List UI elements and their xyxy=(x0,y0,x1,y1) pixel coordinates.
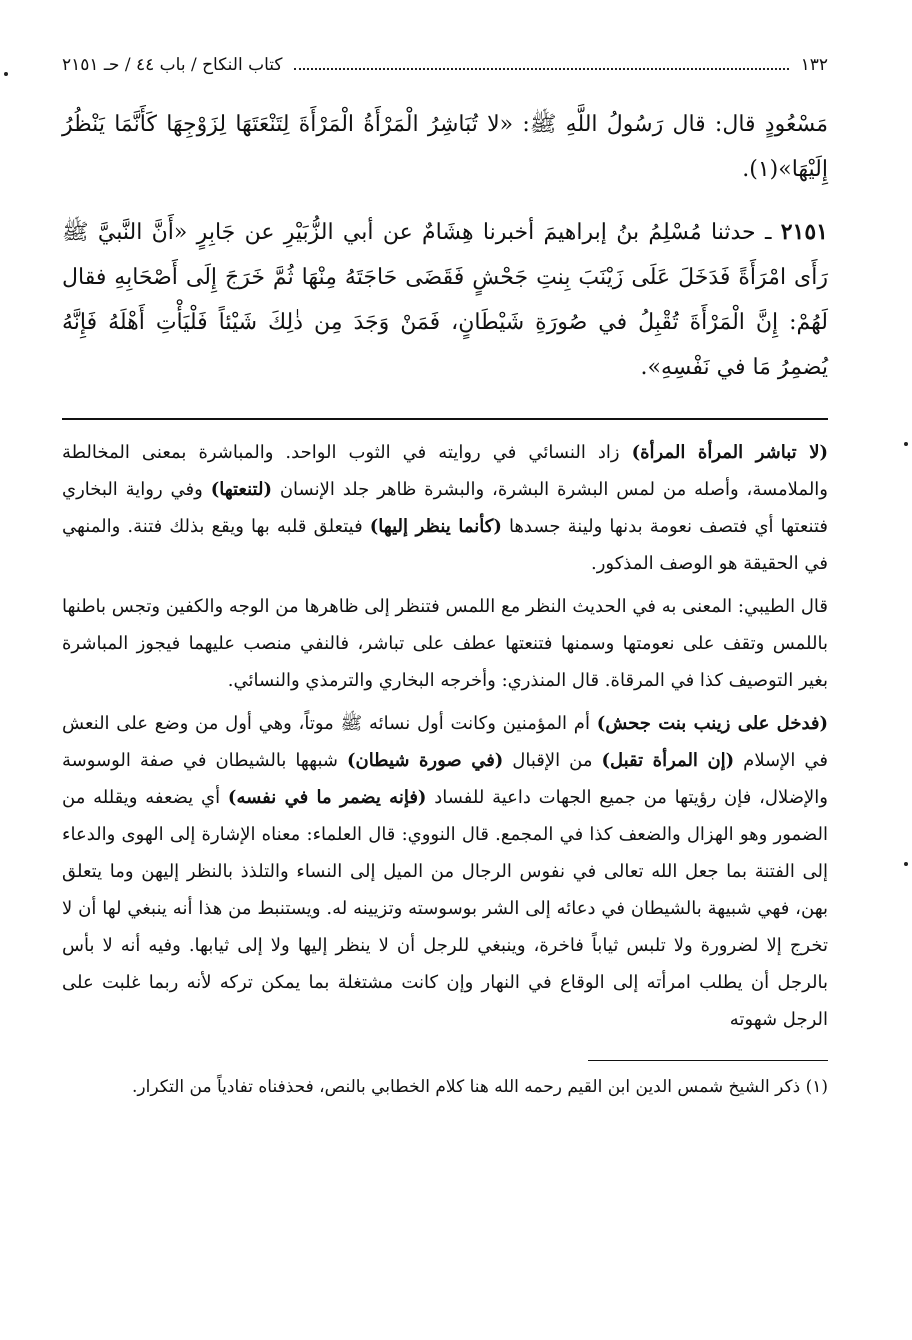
lemma: (لا تباشر المرأة المرأة) xyxy=(631,442,828,463)
commentary-paragraph-1 xyxy=(62,434,828,582)
lemma: (فدخل على زينب بنت جحش) xyxy=(596,713,829,734)
margin-mark xyxy=(4,72,8,76)
commentary-text: وفي رواية البخاري فتنعتها أي فتصف نعومة بدنها ولينة جسدها xyxy=(62,479,828,537)
lemma: (لتنعتها) xyxy=(210,479,272,500)
lemma: (إن المرأة تقبل) xyxy=(601,750,735,771)
page-number: ١٣٢ xyxy=(800,55,828,75)
footnote-divider xyxy=(588,1060,828,1061)
hadith-continuation: مَسْعُودٍ قال: قال رَسُولُ اللَّهِ ﷺ: «لا تُبَاشِرُ الْمَرْأَةُ الْمَرْأَةَ لِتَنْعَتَهَا لِزَوْجِهَا كَأَنَّمَا يَنْظُرُ إِلَيْهَا»(١). xyxy=(62,112,828,182)
commentary-divider xyxy=(62,418,828,420)
book-page xyxy=(62,50,828,1104)
commentary-text: من الإقبال xyxy=(503,750,602,771)
margin-mark xyxy=(904,862,908,866)
footnote: (١) ذكر الشيخ شمس الدين ابن القيم رحمه الله هنا كلام الخطابي بالنص، فحذفناه تفادياً من التكرار. xyxy=(132,1077,828,1097)
chapter-reference: كتاب النكاح / باب ٤٤ / حـ ٢١٥١ xyxy=(62,55,283,75)
leader-dots xyxy=(294,60,788,70)
hadith-number: ٢١٥١ xyxy=(780,219,828,245)
commentary-paragraph-2: قال الطيبي: المعنى به في الحديث النظر مع اللمس فتنظر إلى ظاهرها من الوجه والكفين وتجس باطنها باللمس وتقف على نعومتها وسمنها فتنعتها عطف على تباشر، فالنفي منصب عليهما فيجوز المباشرة بغير التوصيف كذا في المرقاة. قال المنذري: وأخرجه البخاري والترمذي والنسائي. xyxy=(62,596,828,691)
lemma: (فإنه يضمر ما في نفسه) xyxy=(227,787,427,808)
hadith-text-block xyxy=(62,102,828,390)
commentary-block xyxy=(62,434,828,1038)
commentary-text: أي يضعفه ويقلله من الضمور وهو الهزال والضعف كذا في المجمع. قال النووي: قال العلماء: معناه الإشارة إلى الهوى والدعاء إلى الفتنة بما جعل الله تعالى في نفوس الرجال من الميل إلى النساء والتلذذ بالنظر إليهن وما يتعلق بهن، فهي شبيهة بالشيطان في دعائه إلى الشر بوسوسته وتزيينه له. ويستنبط من هذا أنه ينبغي لها أن لا تخرج إلا لضرورة ولا تلبس ثياباً فاخرة، وينبغي للرجل أن لا ينظر إليها ولا إلى ثيابها. وفيه أنه لا بأس بالرجل أن يطلب امرأته إلى الوقاع في النهار وإن كانت مشتغلة بما يمكن تركه لأنه ربما غلبت على الرجل شهوته xyxy=(62,787,828,1030)
commentary-text: شبهها بالشيطان في صفة الوسوسة والإضلال، فإن رؤيتها من جميع الجهات داعية للفساد xyxy=(62,750,828,808)
commentary-text: فيتعلق قلبه بها ويقع بذلك فتنة. والمنهي في الحقيقة هو الوصف المذكور. xyxy=(62,516,828,574)
running-header xyxy=(62,50,828,80)
hadith-body: ـ حدثنا مُسْلِمُ بنُ إبراهيمَ أخبرنا هِشَامٌ عن أبي الزُّبَيْرِ عن جَابِرٍ «أَنَّ النَّبيَّ ﷺ رَأَى امْرَأَةً فَدَخَلَ عَلَى زَيْنَبَ بِنتِ جَحْشٍ فَقَضَى حَاجَتَهُ مِنْهَا ثُمَّ خَرَجَ إِلَى أَصْحَابِهِ فقال لَهُمْ: إِنَّ الْمَرْأَةَ تُقْبِلُ في صُورَةِ شَيْطَانٍ، فَمَنْ وَجَدَ مِن ذٰلِكَ شَيْئاً فَلْيَأْتِ أَهْلَهُ فَإِنَّهُ يُضمِرُ مَا في نَفْسِهِ». xyxy=(62,220,828,380)
commentary-paragraph-3 xyxy=(62,705,828,1038)
commentary-text: زاد النسائي في روايته في الثوب الواحد. والمباشرة بمعنى المخالطة والملامسة، وأصله من لمس البشرة البشرة، والبشرة ظاهر جلد الإنسان xyxy=(62,442,828,500)
hadith-entry xyxy=(62,210,828,390)
commentary-text: أم المؤمنين وكانت أول نسائه ﷺ موتاً، وهي أول من وضع على النعش في الإسلام xyxy=(62,713,828,771)
lemma: (كأنما ينظر إليها) xyxy=(369,516,502,537)
lemma: (في صورة شيطان) xyxy=(346,750,504,771)
margin-mark xyxy=(904,442,908,446)
